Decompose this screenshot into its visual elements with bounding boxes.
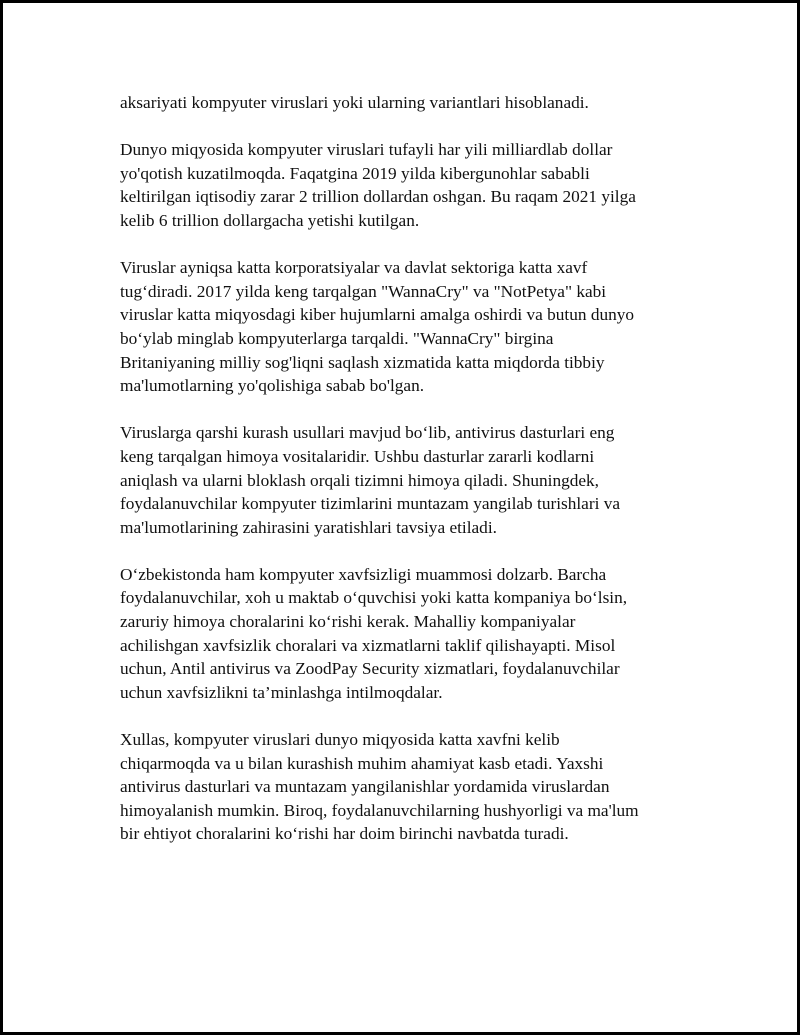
text-line: Viruslarga qarshi kurash usullari mavjud bo‘lib, antivirus dasturlari eng (120, 423, 615, 443)
text-line: antivirus dasturlari va muntazam yangilanishlar yordamida viruslardan (120, 777, 610, 797)
text-line: bir ehtiyot choralarini ko‘rishi har doim birinchi navbatda turadi. (120, 824, 569, 844)
text-line: O‘zbekistonda ham kompyuter xavfsizligi muammosi dolzarb. Barcha (120, 564, 607, 584)
text-line: yo'qotish kuzatilmoqda. Faqatgina 2019 yilda kibergunohlar sababli (120, 163, 590, 183)
text-line: bo‘ylab minglab kompyuterlarga tarqaldi. "WannaCry" birgina (120, 328, 554, 348)
paragraph (120, 138, 710, 232)
text-line: tug‘diradi. 2017 yilda keng tarqalgan "WannaCry" va "NotPetya" kabi (120, 281, 607, 301)
paragraph (120, 256, 710, 398)
text-line: aksariyati kompyuter viruslari yoki ularning variantlari hisoblanadi. (120, 93, 589, 112)
text-line: uchun xavfsizlikni ta’minlashga intilmoqdalar. (120, 682, 443, 702)
text-line: foydalanuvchilar kompyuter tizimlarini muntazam yangilab turishlari va (120, 494, 621, 514)
text-line: viruslar katta miqyosdagi kiber hujumlarni amalga oshirdi va butun dunyo (120, 305, 635, 325)
text-line: ma'lumotlarning yo'qolishiga sabab bo'lgan. (120, 376, 425, 396)
text-line: uchun, Antil antivirus va ZoodPay Security xizmatlari, foydalanuvchilar (120, 659, 620, 679)
text-line: achilishgan xavfsizlik choralari va xizmatlarni taklif qilishayapti. Misol (120, 635, 616, 655)
text-line: Xullas, kompyuter viruslari dunyo miqyosida katta xavfni kelib (120, 730, 560, 750)
text-line: foydalanuvchilar, xoh u maktab o‘quvchisi yoki katta kompaniya bo‘lsin, (120, 588, 628, 608)
text-line: Dunyo miqyosida kompyuter viruslari tufayli har yili milliardlab dollar (120, 140, 613, 160)
paragraph (120, 563, 710, 705)
text-line: keng tarqalgan himoya vositalaridir. Ushbu dasturlar zararli kodlarni (120, 446, 595, 466)
paragraph (120, 91, 710, 115)
text-line: Britaniyaning milliy sog'liqni saqlash xizmatida katta miqdorda tibbiy (120, 352, 605, 372)
text-line: ma'lumotlarining zahirasini yaratishlari tavsiya etiladi. (120, 517, 497, 537)
text-line: Viruslar ayniqsa katta korporatsiyalar va davlat sektoriga katta xavf (120, 258, 588, 278)
text-line: chiqarmoqda va u bilan kurashish muhim ahamiyat kasb etadi. Yaxshi (120, 753, 604, 773)
document-body (120, 91, 710, 870)
paragraph (120, 728, 710, 846)
text-line: keltirilgan iqtisodiy zarar 2 trillion dollardan oshgan. Bu raqam 2021 yilga (120, 187, 636, 207)
text-line: kelib 6 trillion dollargacha yetishi kutilgan. (120, 210, 420, 230)
text-line: himoyalanish mumkin. Biroq, foydalanuvchilarning hushyorligi va ma'lum (120, 800, 639, 820)
paragraph (120, 421, 710, 539)
text-line: aniqlash va ularni bloklash orqali tizimni himoya qiladi. Shuningdek, (120, 470, 599, 490)
text-line: zaruriy himoya choralarini ko‘rishi kerak. Mahalliy kompaniyalar (120, 612, 576, 632)
